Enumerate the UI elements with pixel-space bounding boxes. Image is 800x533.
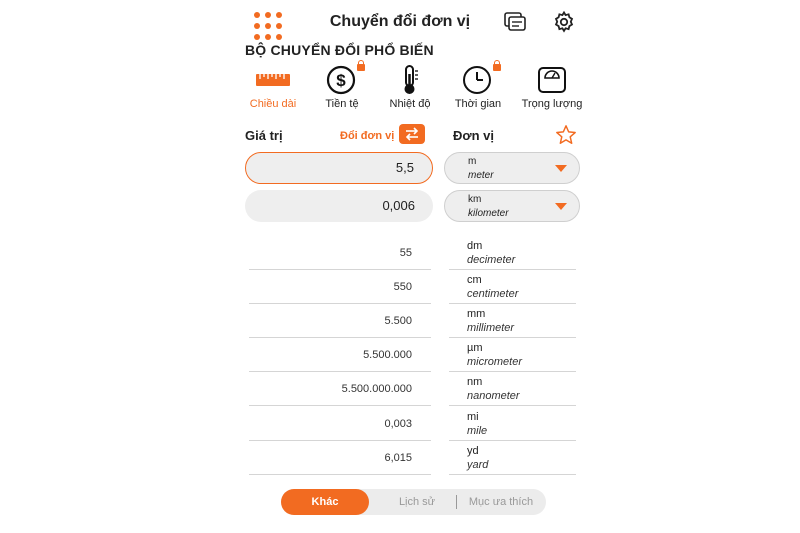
- category-currency[interactable]: [307, 64, 377, 112]
- result-value: 5.500: [249, 304, 431, 338]
- app-title: Chuyển đổi đơn vị: [329, 13, 471, 30]
- result-unit-symbol: dm: [467, 240, 483, 252]
- result-unit-symbol: yd: [467, 445, 479, 457]
- thermometer-icon: [375, 64, 445, 96]
- result-unit-name: decimeter: [467, 254, 516, 266]
- result-unit-symbol: mi: [467, 411, 479, 423]
- gear-icon[interactable]: [552, 10, 578, 34]
- clock-icon: [443, 64, 513, 96]
- category-time[interactable]: [443, 64, 513, 112]
- tab-divider: [456, 495, 457, 509]
- result-unit-symbol: µm: [467, 342, 483, 354]
- swap-units-button[interactable]: [399, 124, 425, 144]
- lock-icon: [493, 64, 501, 71]
- unit-symbol: m: [468, 156, 477, 167]
- star-icon[interactable]: [555, 124, 577, 146]
- result-unit-symbol: nm: [467, 376, 483, 388]
- tab-history[interactable]: Lịch sử: [398, 496, 436, 508]
- result-value: 5.500.000.000: [249, 372, 431, 406]
- lock-icon: [357, 64, 365, 71]
- result-unit-name: nanometer: [467, 390, 520, 402]
- category-label: Trọng lượng: [521, 98, 583, 110]
- scale-icon: [517, 64, 587, 96]
- result-value: 6,015: [249, 441, 431, 475]
- result-unit-name: yard: [467, 459, 489, 471]
- ruler-icon: [238, 64, 308, 96]
- result-unit-symbol: cm: [467, 274, 482, 286]
- swap-arrows-icon: [404, 127, 420, 141]
- result-unit[interactable]: [449, 441, 576, 475]
- bottom-tab-bar: [281, 489, 546, 515]
- result-unit[interactable]: [449, 338, 576, 372]
- result-unit-name: millimeter: [467, 322, 515, 334]
- svg-text:$: $: [336, 71, 346, 90]
- result-unit[interactable]: [449, 236, 576, 270]
- result-unit[interactable]: [449, 270, 576, 304]
- result-unit-symbol: mm: [467, 308, 486, 320]
- swap-units-label[interactable]: Đổi đơn vị: [340, 130, 395, 142]
- unit-label: Đơn vị: [453, 128, 495, 143]
- result-unit[interactable]: [449, 407, 576, 441]
- result-unit[interactable]: [449, 372, 576, 406]
- unit-select-primary[interactable]: [444, 152, 580, 184]
- unit-name: kilometer: [468, 208, 509, 219]
- unit-name: meter: [468, 170, 494, 181]
- tab-other[interactable]: Khác: [281, 489, 369, 515]
- value-label: Giá trị: [245, 128, 283, 143]
- category-temperature[interactable]: [375, 64, 445, 112]
- unit-symbol: km: [468, 194, 482, 205]
- result-unit-name: mile: [467, 425, 488, 437]
- category-label: Thời gian: [454, 98, 502, 110]
- dropdown-arrow-icon: [555, 165, 567, 172]
- category-label: Chiều dài: [249, 98, 297, 110]
- result-value: 55: [249, 236, 431, 270]
- menu-grid-icon[interactable]: [254, 12, 282, 40]
- value-input-secondary[interactable]: 0,006: [245, 190, 433, 222]
- category-weight[interactable]: [517, 64, 587, 112]
- result-unit-name: micrometer: [467, 356, 523, 368]
- result-unit-name: centimeter: [467, 288, 519, 300]
- currency-icon: [307, 64, 377, 96]
- category-label: Tiền tệ: [325, 98, 359, 110]
- saved-cards-icon[interactable]: [502, 10, 528, 34]
- tab-favorites[interactable]: Mục ưa thích: [468, 496, 534, 508]
- value-input-primary[interactable]: 5,5: [245, 152, 433, 184]
- result-value: 5.500.000: [249, 338, 431, 372]
- category-length[interactable]: [238, 64, 308, 112]
- section-title: BỘ CHUYỂN ĐỔI PHỔ BIẾN: [245, 42, 434, 58]
- category-label: Nhiệt độ: [389, 98, 431, 110]
- result-value: 0,003: [249, 407, 431, 441]
- result-value: 550: [249, 270, 431, 304]
- dropdown-arrow-icon: [555, 203, 567, 210]
- unit-select-secondary[interactable]: [444, 190, 580, 222]
- result-unit[interactable]: [449, 304, 576, 338]
